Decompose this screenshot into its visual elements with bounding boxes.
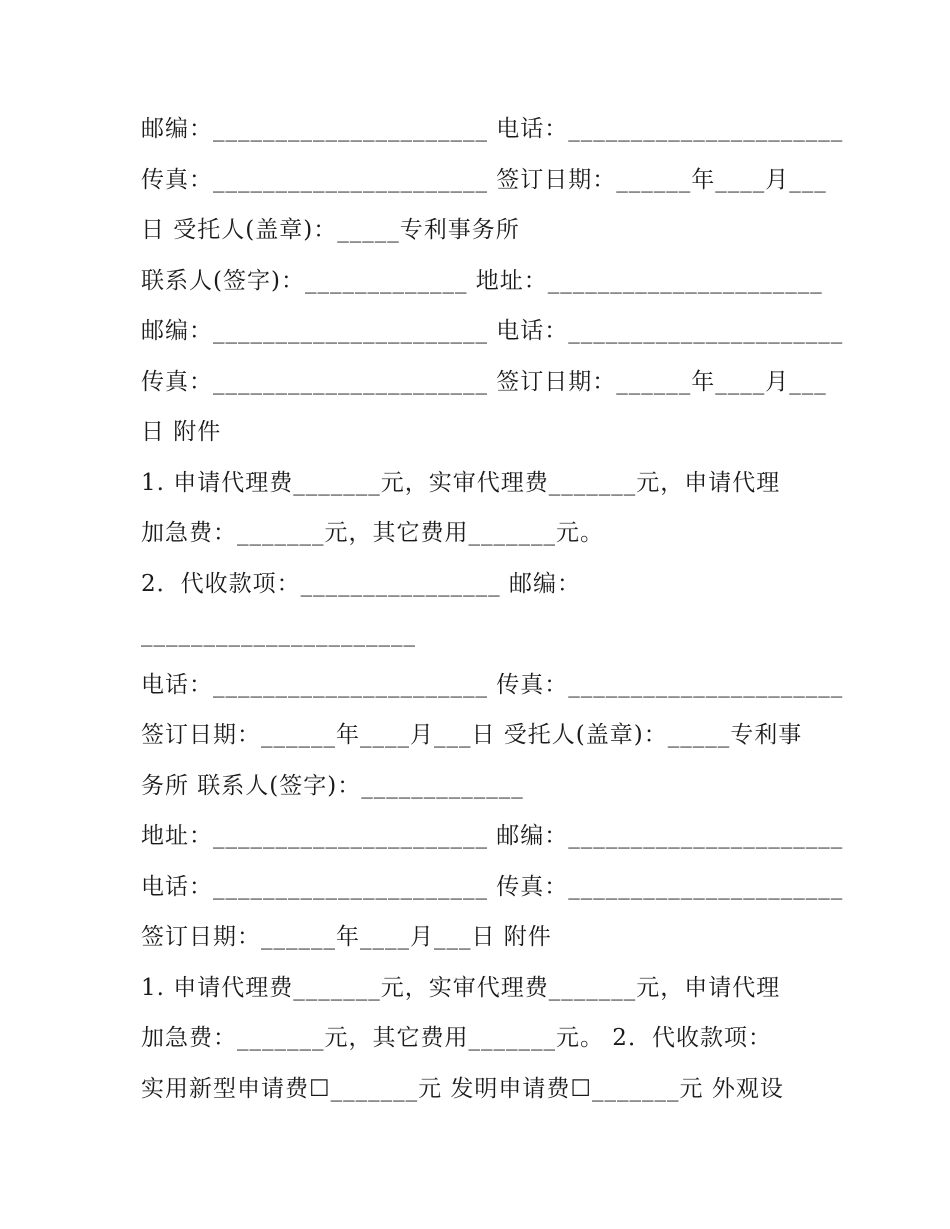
text-line: 签订日期：______年____月___日 附件	[141, 924, 552, 950]
text-line: 电话：______________________ 传真：______________________	[141, 873, 844, 900]
text-line: 日 附件	[141, 419, 222, 445]
text-line: 传真：______________________ 签订日期：______年____月___	[141, 368, 827, 395]
text-line: 2．代收款项：________________ 邮编：	[141, 570, 581, 597]
text-line: 实用新型申请费☐_______元 发明申请费☐_______元 外观设	[141, 1075, 784, 1102]
text-line: 加急费：_______元，其它费用_______元。	[141, 520, 604, 546]
text-line: 1. 申请代理费_______元，实审代理费_______元，申请代理	[141, 469, 781, 496]
text-line: 邮编：______________________ 电话：______________________	[141, 318, 844, 344]
text-line: 电话：______________________ 传真：______________________	[141, 671, 844, 698]
text-line: 联系人(签字)：_____________ 地址：______________________	[141, 267, 823, 294]
text-line: 邮编：______________________ 电话：______________________	[141, 116, 844, 142]
text-line: 签订日期：______年____月___日 受托人(盖章)：_____专利事	[141, 722, 803, 748]
text-line: 1. 申请代理费_______元，实审代理费_______元，申请代理	[141, 974, 781, 1001]
document-body	[141, 104, 844, 1114]
text-line: 务所 联系人(签字)：_____________	[141, 772, 524, 799]
text-line: 日 受托人(盖章)：_____专利事务所	[141, 217, 520, 243]
text-line: 加急费：_______元，其它费用_______元。 2．代收款项：	[141, 1025, 772, 1051]
text-line: 地址：______________________ 邮编：______________________	[141, 823, 844, 849]
text-line: ______________________	[141, 621, 416, 647]
text-line: 传真：______________________ 签订日期：______年____月___	[141, 166, 827, 193]
